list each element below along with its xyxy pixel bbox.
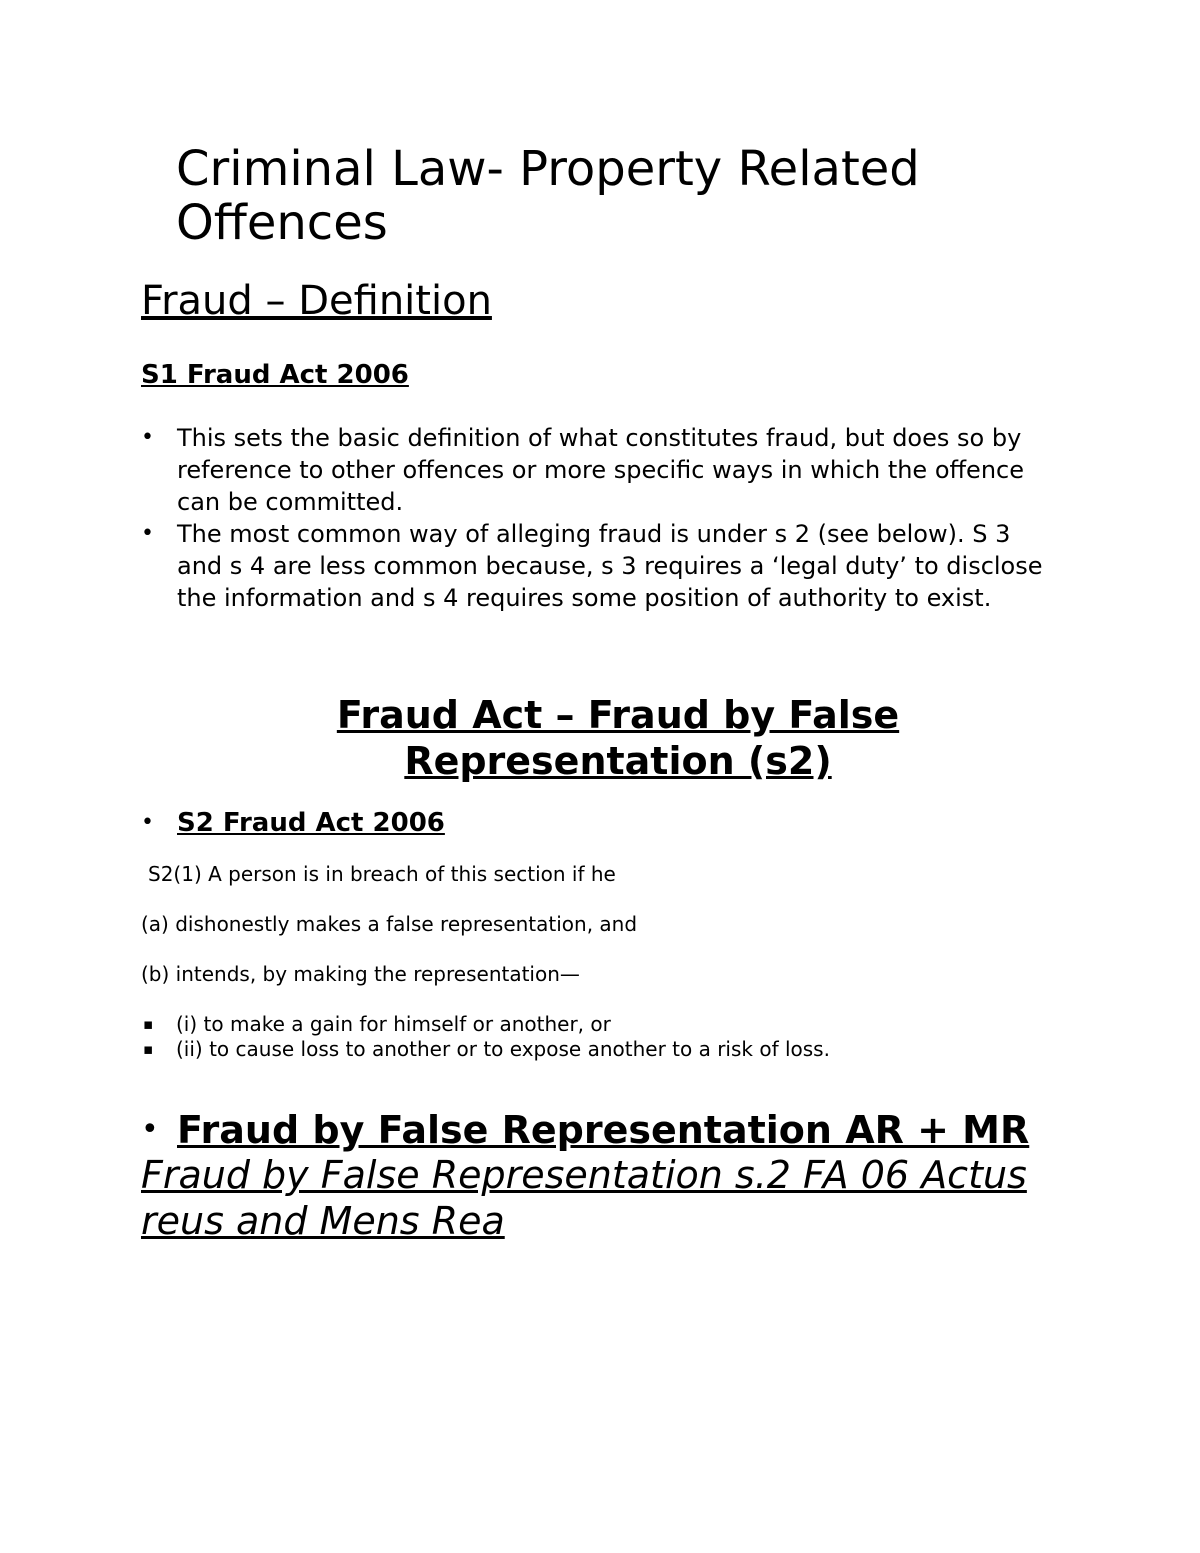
- list-item: [141, 806, 445, 840]
- s2-a-paragraph: (a) dishonestly makes a false representation, and: [141, 912, 638, 936]
- square-bullet-icon: ▪: [143, 1040, 154, 1058]
- s2-1-paragraph: S2(1) A person is in breach of this section if he: [148, 862, 616, 886]
- bullet-icon: •: [141, 521, 154, 546]
- bullet-icon: •: [141, 1112, 159, 1147]
- intent-bullet-list: [141, 1012, 830, 1062]
- list-item-text: (i) to make a gain for himself or another, or: [176, 1012, 611, 1036]
- ar-mr-heading-list: [141, 1106, 1029, 1154]
- list-item: [141, 1037, 830, 1062]
- bullet-icon: •: [141, 810, 154, 835]
- heading-ar-mr: Fraud by False Representation AR + MR: [177, 1108, 1030, 1152]
- definition-bullet-list: [141, 422, 1061, 614]
- square-bullet-icon: ▪: [143, 1015, 154, 1033]
- s2-b-paragraph: (b) intends, by making the representation—: [141, 962, 580, 986]
- list-item-text: (ii) to cause loss to another or to expose another to a risk of loss.: [176, 1037, 830, 1061]
- subheading-s1-fraud-act: S1 Fraud Act 2006: [141, 360, 409, 390]
- bullet-icon: •: [141, 425, 154, 450]
- list-item: [141, 518, 1061, 614]
- s2-heading-list: [141, 806, 445, 840]
- list-item: [141, 1012, 830, 1037]
- section-heading-fraud-definition: Fraud – Definition: [141, 278, 492, 324]
- list-item-text: This sets the basic definition of what constitutes fraud, but does so by reference to other offences or more specific ways in which the offence can be committed.: [177, 424, 1024, 516]
- italic-heading-actus-reus: Fraud by False Representation s.2 FA 06 Actus reus and Mens Rea: [141, 1153, 1027, 1243]
- list-item-text: The most common way of alleging fraud is under s 2 (see below). S 3 and s 4 are less common because, s 3 requires a ‘legal duty’ to disclose the information and s 4 requires some position of authority to exist.: [177, 520, 1043, 612]
- subheading-s2-fraud-act: S2 Fraud Act 2006: [177, 808, 445, 838]
- section-heading-false-representation: Fraud Act – Fraud by False Representation (s2): [336, 693, 900, 783]
- list-item: [141, 422, 1061, 518]
- list-item: [141, 1106, 1029, 1154]
- document-title: Criminal Law- Property Related Offences: [176, 141, 920, 251]
